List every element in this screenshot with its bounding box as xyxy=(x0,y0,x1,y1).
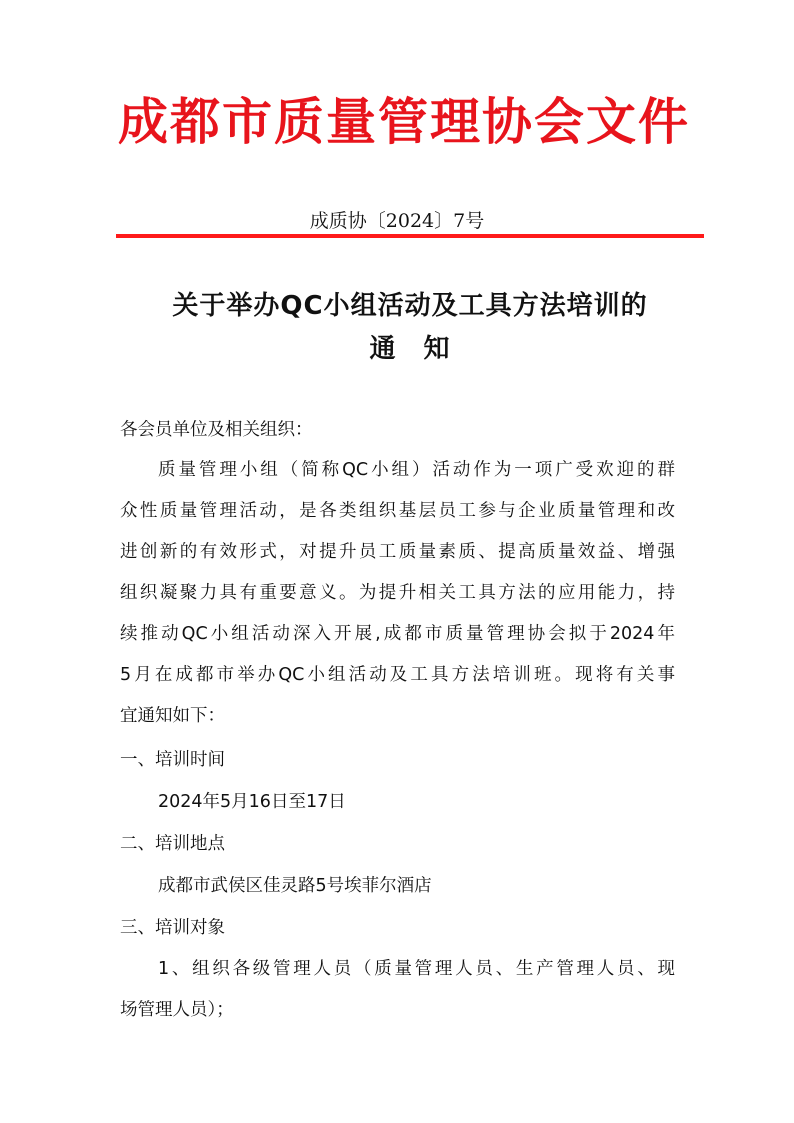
section-content: 成都市武侯区佳灵路5号埃菲尔酒店 xyxy=(158,876,432,896)
section-content: 2024年5月16日至17日 xyxy=(158,792,346,812)
org-header-title: 成都市质量管理协会文件 xyxy=(118,92,690,151)
paragraph-line: 续推动QC小组活动深入开展,成都市质量管理协会拟于2024年 xyxy=(120,624,675,644)
paragraph-line: 宜通知如下： xyxy=(120,706,225,726)
target-line: 1、组织各级管理人员（质量管理人员、生产管理人员、现 xyxy=(158,959,675,979)
notice-title: 关于举办QC小组活动及工具方法培训的 xyxy=(172,291,648,321)
section-heading: 三、培训对象 xyxy=(120,918,225,938)
paragraph-line: 质量管理小组（简称QC小组）活动作为一项广受欢迎的群 xyxy=(158,460,675,480)
notice-subtitle: 通 知 xyxy=(369,334,451,364)
target-line: 场管理人员）； xyxy=(120,1000,234,1020)
red-divider xyxy=(116,234,704,238)
paragraph-line: 5月在成都市举办QC小组活动及工具方法培训班。现将有关事 xyxy=(120,665,675,685)
section-heading: 二、培训地点 xyxy=(120,834,225,854)
paragraph-line: 众性质量管理活动，是各类组织基层员工参与企业质量管理和改 xyxy=(120,501,675,521)
section-heading: 一、培训时间 xyxy=(120,750,225,770)
paragraph-line: 进创新的有效形式，对提升员工质量素质、提高质量效益、增强 xyxy=(120,542,675,562)
salutation: 各会员单位及相关组织： xyxy=(120,420,313,440)
document-number: 成质协〔2024〕7号 xyxy=(309,210,485,232)
paragraph-line: 组织凝聚力具有重要意义。为提升相关工具方法的应用能力，持 xyxy=(120,583,675,603)
